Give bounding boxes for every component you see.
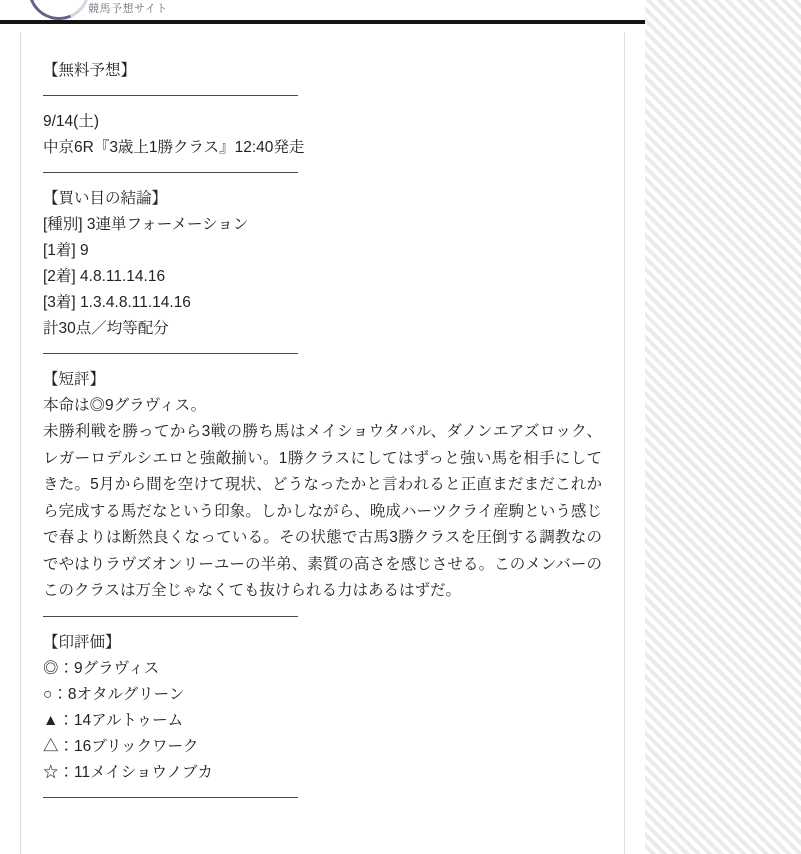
bet-total: 計30点／均等配分 <box>43 320 169 337</box>
mark-row: ◎：9グラヴィス <box>43 659 160 677</box>
mark-row: ▲：14アルトゥーム <box>43 711 184 729</box>
site-header <box>0 0 645 22</box>
race-date: 9/14(土) <box>43 113 99 130</box>
bet-third-place: [3着] 1.3.4.8.11.14.16 <box>43 294 191 311</box>
bet-first-place: [1着] 9 <box>43 242 89 259</box>
section-heading-conclusion: 【買い目の結論】 <box>43 190 168 207</box>
mark-row: △：16ブリックワーク <box>43 737 199 755</box>
section-heading-comment: 【短評】 <box>43 371 106 388</box>
bet-type: [種別] 3連単フォーメーション <box>43 216 249 233</box>
divider-3 <box>43 353 298 354</box>
section-heading-marks: 【印評価】 <box>43 633 121 651</box>
divider-5 <box>43 797 298 798</box>
comment-body: 未勝利戦を勝ってから3戦の勝ち馬はメイショウタバル、ダノンエアズロック、レガーロデルシエロと強敵揃い。1勝クラスにしてはずっと強い馬を相手にしてきた。5月から間を空けて現状、どうなったかと言われると正直まだまだこれから完成する馬だなという印象。しかしながら、晩成ハーツクライ産駒という感じで春よりは断然良くなっている。その状態で古馬3勝クラスを圧倒する調教なのでやはりラヴズオンリーユーの半弟、素質の高さを感じさせる。このメンバーのこのクラスは万全じゃなくても抜けられる力はあるはずだ。 <box>43 423 602 599</box>
divider-4 <box>43 616 298 617</box>
article-body <box>20 32 625 854</box>
bet-second-place: [2着] 4.8.11.14.16 <box>43 268 166 285</box>
mark-row: ○：8オタルグリーン <box>43 685 185 703</box>
site-tagline: 競馬予想サイト <box>88 3 168 15</box>
comment-lead: 本命は◎9グラヴィス。 <box>43 397 207 414</box>
divider-2 <box>43 172 298 173</box>
race-name: 中京6R『3歳上1勝クラス』12:40発走 <box>43 139 305 156</box>
mark-row: ☆：11メイショウノブカ <box>43 763 213 781</box>
divider-1 <box>43 95 298 96</box>
header-divider <box>0 20 645 24</box>
section-heading-free-forecast: 【無料予想】 <box>43 62 137 79</box>
